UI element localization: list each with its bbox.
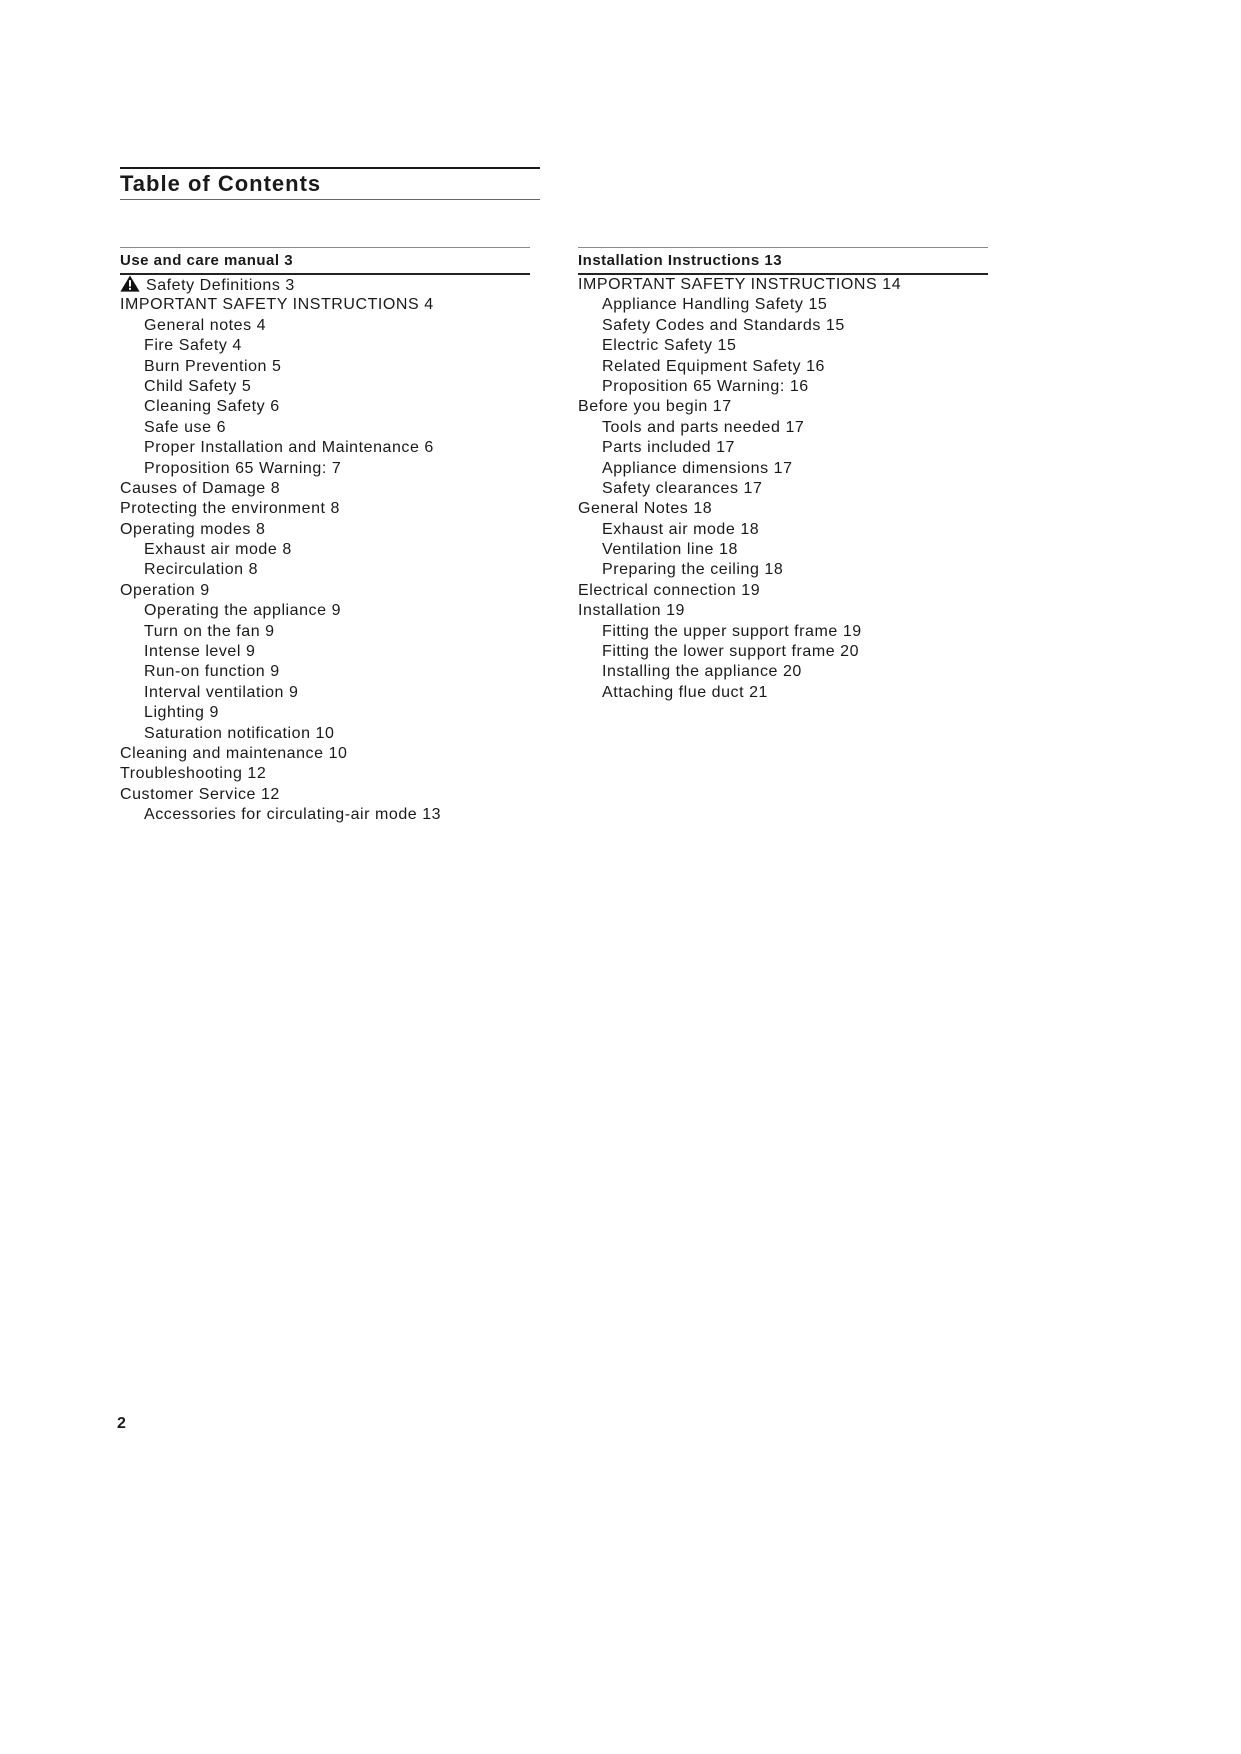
toc-entry (120, 642, 530, 662)
toc-entry-title: Electric Safety (602, 337, 713, 355)
toc-entry-title: Safe use (144, 418, 212, 436)
toc-entry-page: 19 (842, 622, 862, 640)
toc-entry-title: Exhaust air mode (144, 541, 278, 559)
warning-icon (120, 275, 140, 292)
toc-entry-title: Saturation notification (144, 724, 311, 742)
toc-entry-page: 16 (789, 377, 809, 395)
toc-entry-title: Accessories for circulating-air mode (144, 806, 418, 824)
toc-entry-title: Safety clearances (602, 479, 739, 497)
toc-entry-title: General notes (144, 316, 252, 334)
toc-entry-title: Child Safety (144, 377, 237, 395)
toc-entry (578, 683, 988, 703)
toc-entry-page: 16 (806, 357, 825, 375)
toc-entry-title: Safety Codes and Standards (602, 316, 821, 334)
toc-entry (120, 438, 530, 458)
toc-entry (578, 499, 988, 519)
toc-entry-page: 20 (782, 663, 802, 681)
toc-entry-title: Safety Definitions (146, 277, 281, 294)
toc-entry-title: Installing the appliance (602, 663, 778, 681)
toc-entry-title: Protecting the environment (120, 500, 326, 518)
toc-entry-title: Operating modes (120, 520, 251, 538)
toc-entry-page: 18 (693, 500, 713, 518)
toc-entry-title: Attaching flue duct (602, 683, 745, 701)
toc-entry (120, 397, 530, 417)
toc-entry-page: 6 (424, 439, 434, 457)
toc-entry-page: 14 (882, 276, 902, 293)
toc-entry-page: 9 (288, 683, 299, 701)
toc-entry-page: 18 (764, 561, 784, 579)
toc-entry (120, 459, 530, 479)
toc-entry-page: 9 (265, 622, 275, 640)
toc-entry-title: IMPORTANT SAFETY INSTRUCTIONS (578, 276, 878, 293)
toc-entry-page: 18 (740, 520, 760, 538)
toc-entry-page: 6 (216, 418, 227, 436)
toc-entry (120, 560, 530, 580)
toc-entry-page: 10 (315, 724, 335, 742)
toc-entry-page: 4 (256, 316, 267, 334)
toc-entry (578, 438, 988, 458)
toc-entry (578, 418, 988, 438)
toc-entry-page: 17 (743, 479, 763, 497)
toc-entry (120, 581, 530, 601)
toc-entry-title: Fitting the upper support frame (602, 622, 838, 640)
toc-entry-page: 15 (717, 337, 737, 355)
toc-entry-page: 17 (712, 398, 732, 416)
toc-entry (578, 662, 988, 682)
toc-entry-page: 5 (241, 377, 252, 395)
toc-entry-title: Turn on the fan (144, 622, 261, 640)
toc-entry-page: 21 (749, 683, 768, 701)
toc-entry (120, 805, 530, 825)
toc-entry-title: Related Equipment Safety (602, 357, 802, 375)
toc-entry (120, 275, 530, 295)
toc-entry-title: Intense level (144, 643, 241, 661)
toc-entry (120, 479, 530, 499)
toc-entry-title: Cleaning Safety (144, 398, 266, 416)
toc-entry (120, 316, 530, 336)
toc-entry (120, 336, 530, 356)
toc-entry-title: General Notes (578, 500, 689, 518)
toc-entry-page: 9 (270, 663, 280, 681)
toc-entry-title: IMPORTANT SAFETY INSTRUCTIONS (120, 296, 420, 314)
toc-entry (120, 499, 530, 519)
toc-entry-page: 9 (331, 602, 342, 620)
toc-entry (120, 377, 530, 397)
toc-entry-title: Preparing the ceiling (602, 561, 760, 579)
toc-entry-title: Fitting the lower support frame (602, 643, 836, 661)
toc-entry (578, 560, 988, 580)
toc-entry-page: 19 (666, 602, 685, 620)
toc-entry-page: 15 (808, 296, 828, 314)
toc-entry (120, 703, 530, 723)
toc-entry (120, 744, 530, 764)
toc-entry-title: Interval ventilation (144, 683, 284, 701)
toc-entry (578, 622, 988, 642)
toc-entry (120, 683, 530, 703)
toc-entry-page: 12 (260, 785, 280, 803)
toc-entry-page: 8 (282, 541, 292, 559)
toc-entry (578, 581, 988, 601)
toc-entry-page: 9 (200, 581, 210, 599)
toc-entry (120, 418, 530, 438)
toc-entry-page: 17 (785, 418, 805, 436)
toc-entry-title: Burn Prevention (144, 357, 267, 375)
toc-entry-title: Proper Installation and Maintenance (144, 439, 420, 457)
toc-entry (578, 295, 988, 315)
toc-entry-title: Electrical connection (578, 581, 737, 599)
toc-entry-page: 17 (773, 459, 793, 477)
toc-entry-page: 19 (741, 581, 761, 599)
toc-entry (578, 357, 988, 377)
toc-entry-title: Proposition 65 Warning: (144, 459, 327, 477)
section-heading-page: 13 (764, 252, 783, 269)
toc-entry (578, 336, 988, 356)
toc-entry (120, 662, 530, 682)
toc-entry-list (578, 275, 988, 703)
toc-entry-page: 10 (328, 744, 348, 762)
toc-entry-title: Ventilation line (602, 541, 714, 559)
section-heading-title: Installation Instructions (578, 252, 760, 269)
toc-entry-title: Customer Service (120, 785, 256, 803)
toc-entry (578, 316, 988, 336)
toc-entry (120, 764, 530, 784)
toc-entry (120, 540, 530, 560)
toc-entry-page: 6 (270, 398, 280, 416)
toc-entry (578, 479, 988, 499)
toc-entry-title: Appliance dimensions (602, 459, 769, 477)
toc-entry-title: Proposition 65 Warning: (602, 377, 785, 395)
section-heading (120, 247, 530, 275)
toc-entry-page: 9 (209, 704, 219, 722)
toc-entry-title: Fire Safety (144, 337, 228, 355)
page-title: Table of Contents (120, 167, 540, 200)
toc-entry (120, 785, 530, 805)
toc-entry (578, 275, 988, 295)
toc-entry (120, 520, 530, 540)
toc-entry-title: Installation (578, 602, 662, 620)
toc-entry-title: Run-on function (144, 663, 266, 681)
toc-entry-page: 5 (271, 357, 282, 375)
toc-entry (578, 397, 988, 417)
toc-entry-page: 8 (330, 500, 340, 518)
toc-entry (120, 622, 530, 642)
toc-entry-title: Before you begin (578, 398, 708, 416)
toc-entry-page: 18 (719, 541, 738, 559)
toc-entry (120, 295, 530, 315)
page-number: 2 (117, 1415, 126, 1432)
toc-entry-title: Operation (120, 581, 196, 599)
toc-entry-page: 12 (247, 765, 267, 783)
toc-entry-title: Appliance Handling Safety (602, 296, 804, 314)
toc-entry (120, 357, 530, 377)
section-heading-page: 3 (284, 252, 294, 269)
toc-entry (578, 377, 988, 397)
toc-entry-page: 7 (331, 459, 342, 477)
toc-entry-title: Tools and parts needed (602, 418, 781, 436)
toc-entry-page: 8 (255, 520, 266, 538)
toc-entry-title: Lighting (144, 704, 205, 722)
toc-entry-page: 9 (246, 643, 256, 661)
toc-entry-page: 4 (232, 337, 242, 355)
toc-entry (578, 459, 988, 479)
toc-column-use-and-care (120, 247, 530, 826)
toc-entry (578, 520, 988, 540)
toc-entry-title: Causes of Damage (120, 479, 266, 497)
toc-column-installation (578, 247, 988, 703)
toc-entry-page: 15 (825, 316, 845, 334)
toc-entry-page: 17 (716, 439, 735, 457)
toc-entry-title: Exhaust air mode (602, 520, 736, 538)
toc-entry-title: Recirculation (144, 561, 244, 579)
toc-entry-page: 13 (422, 806, 442, 824)
toc-entry (578, 642, 988, 662)
section-heading-title: Use and care manual (120, 252, 280, 269)
toc-entry-list (120, 275, 530, 826)
toc-entry (120, 601, 530, 621)
toc-entry-page: 8 (270, 479, 281, 497)
toc-entry-page: 8 (248, 561, 259, 579)
toc-entry-title: Troubleshooting (120, 765, 243, 783)
section-heading (578, 247, 988, 275)
toc-entry-title: Cleaning and maintenance (120, 744, 324, 762)
toc-entry-page: 3 (285, 277, 295, 294)
toc-entry-title: Parts included (602, 439, 712, 457)
toc-entry-page: 4 (424, 296, 434, 314)
toc-entry-page: 20 (840, 643, 860, 661)
toc-entry (578, 601, 988, 621)
toc-entry (120, 724, 530, 744)
toc-entry-title: Operating the appliance (144, 602, 327, 620)
toc-entry (578, 540, 988, 560)
